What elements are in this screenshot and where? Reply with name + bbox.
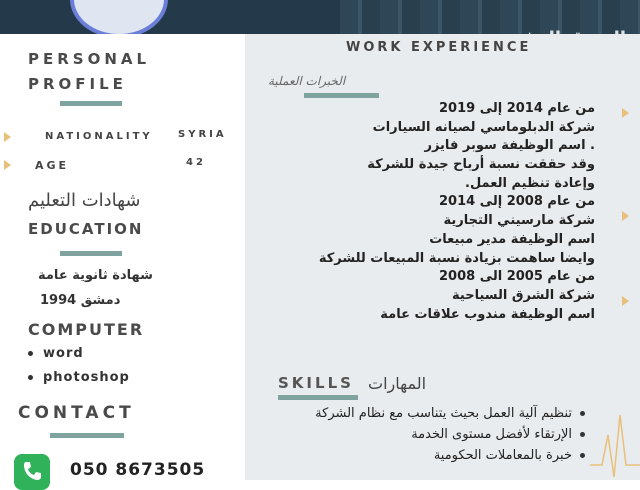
age-label: AGE xyxy=(35,159,70,172)
personal-title-line1: PERSONAL xyxy=(28,50,151,68)
work-line: شركة مارسيني التجارية xyxy=(443,213,595,229)
skills-title-ar: المهارات xyxy=(368,374,427,393)
arrow-icon xyxy=(622,108,629,118)
work-experience-list xyxy=(319,101,595,325)
list-item: خبرة بالمعاملات الحكومية xyxy=(315,448,585,469)
header-band xyxy=(0,0,640,34)
work-line: وإعادة تنظيم العمل. xyxy=(465,175,595,191)
education-line1: شهادة ثانوية عامة xyxy=(38,268,153,283)
list-item: تنظيم آلية العمل بحيث يتناسب مع نظام الشركة xyxy=(315,406,585,427)
personal-underline xyxy=(60,101,122,106)
arrow-icon xyxy=(622,296,629,306)
work-line: من عام 2005 الى 2008 xyxy=(438,269,595,285)
work-line: شركة الدبلوماسي لصيانه السيارات xyxy=(372,119,595,135)
skills-list xyxy=(315,406,585,469)
profile-photo xyxy=(70,0,168,38)
contact-underline xyxy=(50,433,124,438)
arrow-icon xyxy=(4,132,11,142)
nationality-value: SYRIA xyxy=(178,129,227,140)
education-title-ar: شهادات التعليم xyxy=(28,190,141,211)
computer-title: COMPUTER xyxy=(28,320,145,339)
age-value: 42 xyxy=(186,157,206,168)
work-line: وايضا ساهمت بزيادة نسبة المبيعات للشركة xyxy=(318,250,595,266)
education-title-en: EDUCATION xyxy=(28,220,144,238)
arrow-icon xyxy=(622,211,629,221)
work-line: . اسم الوظيفة سوبر فايزر xyxy=(424,138,595,154)
work-line: من عام 2008 إلى 2014 xyxy=(438,194,595,210)
work-line: اسم الوظيفة مدير مبيعات xyxy=(429,231,595,247)
skills-underline xyxy=(278,395,358,400)
computer-list xyxy=(28,346,130,394)
work-line: شركة الشرق السياحية xyxy=(452,287,595,303)
work-line: اسم الوظيفة مندوب علاقات عامة xyxy=(380,306,595,322)
phone-number[interactable]: 050 8673505 xyxy=(70,460,206,480)
list-item: word xyxy=(28,346,130,370)
education-line2: دمشق 1994 xyxy=(40,293,121,308)
arrow-icon xyxy=(4,160,11,170)
work-line: وقد حققت نسبة أرباح جيدة للشركة xyxy=(367,157,595,173)
personal-title-line2: PROFILE xyxy=(28,75,127,93)
pulse-decoration xyxy=(590,395,640,480)
education-underline xyxy=(60,251,122,256)
work-underline xyxy=(304,93,379,98)
contact-title: CONTACT xyxy=(18,403,135,423)
list-item: photoshop xyxy=(28,370,130,394)
list-item: الإرتقاء لأفضل مستوى الخدمة xyxy=(315,427,585,448)
work-title-en: WORK EXPERIENCE xyxy=(346,40,532,55)
phone-icon[interactable] xyxy=(14,454,50,490)
skills-title-en: SKILLS xyxy=(278,374,354,392)
work-line: من عام 2014 إلى 2019 xyxy=(438,101,595,116)
nationality-label: NATIONALITY xyxy=(45,131,153,142)
work-title-ar: الخبرات العملية xyxy=(268,74,346,88)
